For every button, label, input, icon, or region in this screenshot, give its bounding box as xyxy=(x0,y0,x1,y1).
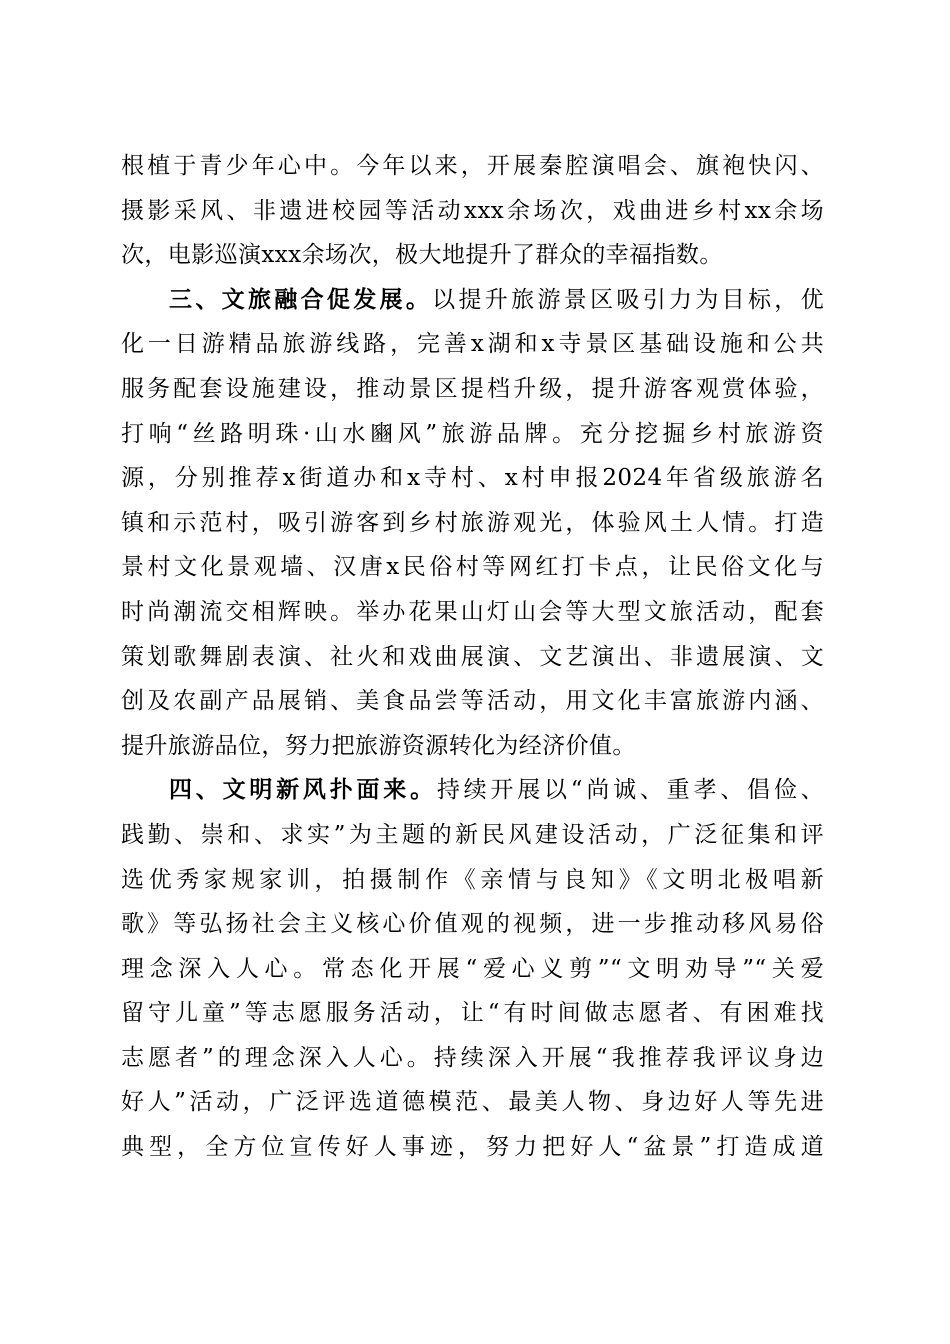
text-line: 歌》等弘扬社会主义核心价值观的视频，进一步推动移风易俗 xyxy=(121,911,824,938)
text-line: 根植于青少年心中。今年以来，开展秦腔演唱会、旗袍快闪、 xyxy=(121,153,824,179)
text-line: 选优秀家规家训，拍摄制作《亲情与良知》《文明北极唱新 xyxy=(121,866,824,893)
paragraph-section-3 xyxy=(121,278,824,769)
document-body xyxy=(121,144,824,1170)
text-line: 服务配套设施建设，推动景区提档升级，提升游客观赏体验， xyxy=(121,375,824,402)
text-line xyxy=(121,768,824,813)
text-line: 源，分别推荐x街道办和x寺村、x村申报2024年省级旅游名 xyxy=(121,465,824,492)
section-4-first-line-text: 持续开展以“尚诚、重孝、倡俭、 xyxy=(436,777,825,804)
text-line: 理念深入人心。常态化开展“爱心义剪”“文明劝导”“关爱 xyxy=(121,955,824,982)
section-3-heading: 三、文旅融合促发展。 xyxy=(169,286,433,313)
text-line: 策划歌舞剧表演、社火和戏曲展演、文艺演出、非遗展演、文 xyxy=(121,643,824,670)
text-line: 摄影采风、非遗进校园等活动xxx余场次，戏曲进乡村xx余场 xyxy=(121,197,824,224)
text-line: 践勤、崇和、求实”为主题的新民风建设活动，广泛征集和评 xyxy=(121,821,824,848)
text-line: 典型，全方位宣传好人事迹，努力把好人“盆景”打造成道 xyxy=(121,1134,824,1161)
text-line: 好人”活动，广泛评选道德模范、最美人物、身边好人等先进 xyxy=(121,1089,824,1116)
section-4-heading: 四、文明新风扑面来。 xyxy=(169,777,437,804)
text-line: 留守儿童”等志愿服务活动，让“有时间做志愿者、有困难找 xyxy=(121,1000,824,1027)
text-line xyxy=(121,278,824,323)
text-line: 打响“丝路明珠·山水豳风”旅游品牌。充分挖掘乡村旅游资 xyxy=(121,420,824,447)
text-line: 创及农副产品展销、美食品尝等活动，用文化丰富旅游内涵、 xyxy=(121,688,824,715)
text-line: 时尚潮流交相辉映。举办花果山灯山会等大型文旅活动，配套 xyxy=(121,598,824,625)
paragraph-section-4 xyxy=(121,768,824,1169)
text-line: 化一日游精品旅游线路，完善x湖和x寺景区基础设施和公共 xyxy=(121,331,824,358)
text-line: 志愿者”的理念深入人心。持续深入开展“我推荐我评议身边 xyxy=(121,1044,824,1071)
text-line: 景村文化景观墙、汉唐x民俗村等网红打卡点，让民俗文化与 xyxy=(121,554,824,581)
text-line: 提升旅游品位，努力把旅游资源转化为经济价值。 xyxy=(121,732,636,759)
section-3-first-line-text: 以提升旅游景区吸引力为目标，优 xyxy=(432,286,825,313)
text-line: 次，电影巡演xxx余场次，极大地提升了群众的幸福指数。 xyxy=(121,242,723,269)
paragraph-continuation xyxy=(121,144,824,278)
text-line: 镇和示范村，吸引游客到乡村旅游观光，体验风土人情。打造 xyxy=(121,509,824,536)
